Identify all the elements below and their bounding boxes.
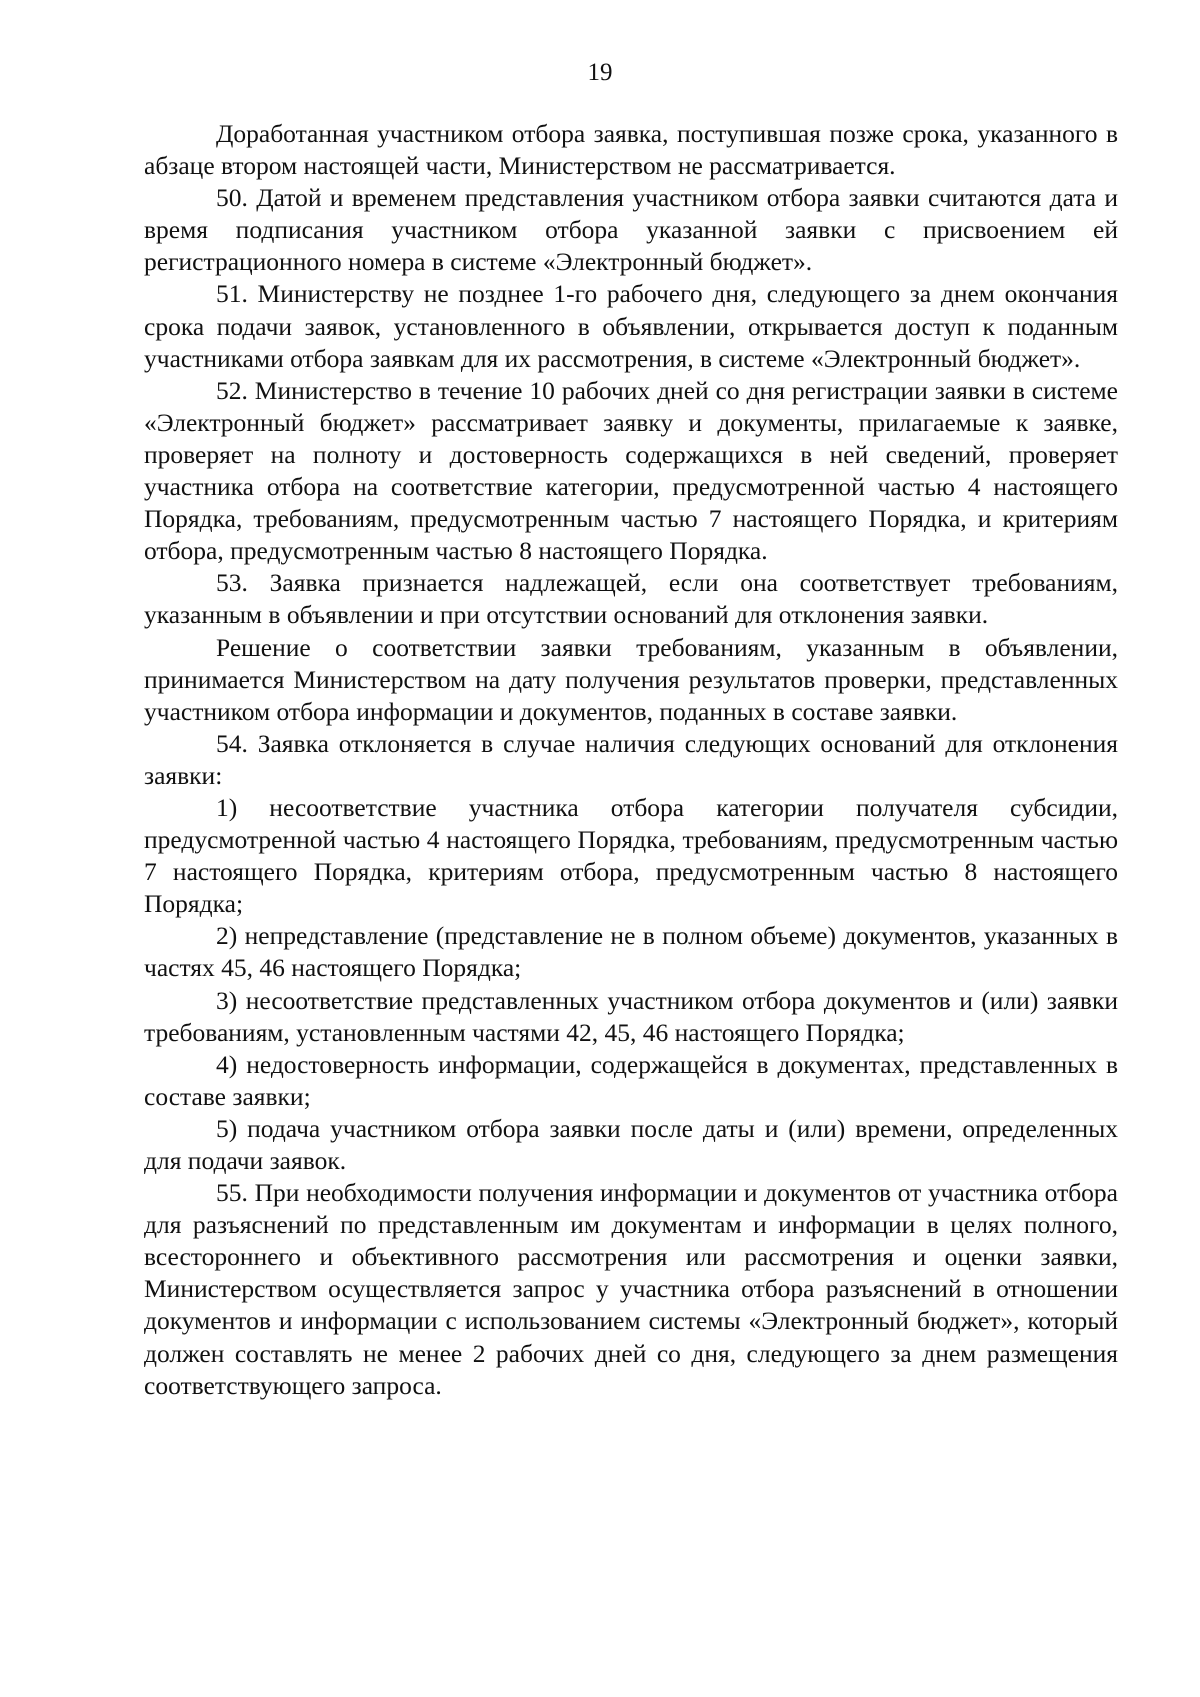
paragraph-decision: Решение о соответствии заявки требованиям, указанным в объявлении, принимается Министерством на дату получения результатов проверки, представленных участником отбора информации и документов, поданных в составе заявки.	[144, 632, 1118, 726]
paragraph-revised-application: Доработанная участником отбора заявка, поступившая позже срока, указанного в абзаце втором настоящей части, Министерством не рассматривается.	[144, 119, 1118, 181]
paragraph-51: 51. Министерству не позднее 1-го рабочего дня, следующего за днем окончания срока подачи заявок, установленного в объявлении, открывается доступ к поданным участниками отбора заявкам для их рассмотрения, в системе «Электронный бюджет».	[144, 279, 1118, 373]
paragraph-54: 54. Заявка отклоняется в случае наличия следующих оснований для отклонения заявки:	[144, 728, 1118, 790]
list-item-54-5: 5) подача участником отбора заявки после даты и (или) времени, определенных для подачи заявок.	[144, 1113, 1118, 1175]
document-body	[144, 118, 1118, 1402]
list-item-54-4: 4) недостоверность информации, содержащейся в документах, представленных в составе заявки;	[144, 1049, 1118, 1111]
list-item-54-2: 2) непредставление (представление не в полном объеме) документов, указанных в частях 45, 46 настоящего Порядка;	[144, 921, 1118, 983]
paragraph-50: 50. Датой и временем представления участником отбора заявки считаются дата и время подписания участником отбора указанной заявки с присвоением ей регистрационного номера в системе «Электронный бюджет».	[144, 183, 1118, 277]
page-number: 19	[587, 59, 613, 86]
paragraph-53: 53. Заявка признается надлежащей, если она соответствует требованиям, указанным в объявлении и при отсутствии оснований для отклонения заявки.	[144, 568, 1118, 630]
paragraph-55: 55. При необходимости получения информации и документов от участника отбора для разъяснений по представленным им документам и информации в целях полного, всестороннего и объективного рассмотрения или рассмотрения и оценки заявки, Министерством осуществляется запрос у участника отбора разъяснений в отношении документов и информации с использованием системы «Электронный бюджет», который должен составлять не менее 2 рабочих дней со дня, следующего за днем размещения соответствующего запроса.	[144, 1178, 1118, 1400]
list-item-54-1: 1) несоответствие участника отбора категории получателя субсидии, предусмотренной частью 4 настоящего Порядка, требованиям, предусмотренным частью 7 настоящего Порядка, критериям отбора, предусмотренным частью 8 настоящего Порядка;	[144, 792, 1118, 919]
paragraph-52: 52. Министерство в течение 10 рабочих дней со дня регистрации заявки в системе «Электронный бюджет» рассматривает заявку и документы, прилагаемые к заявке, проверяет на полноту и достоверность содержащихся в ней сведений, проверяет участника отбора на соответствие категории, предусмотренной частью 4 настоящего Порядка, требованиям, предусмотренным частью 7 настоящего Порядка, и критериям отбора, предусмотренным частью 8 настоящего Порядка.	[144, 375, 1118, 566]
list-item-54-3: 3) несоответствие представленных участником отбора документов и (или) заявки требованиям, установленным частями 42, 45, 46 настоящего Порядка;	[144, 985, 1118, 1047]
